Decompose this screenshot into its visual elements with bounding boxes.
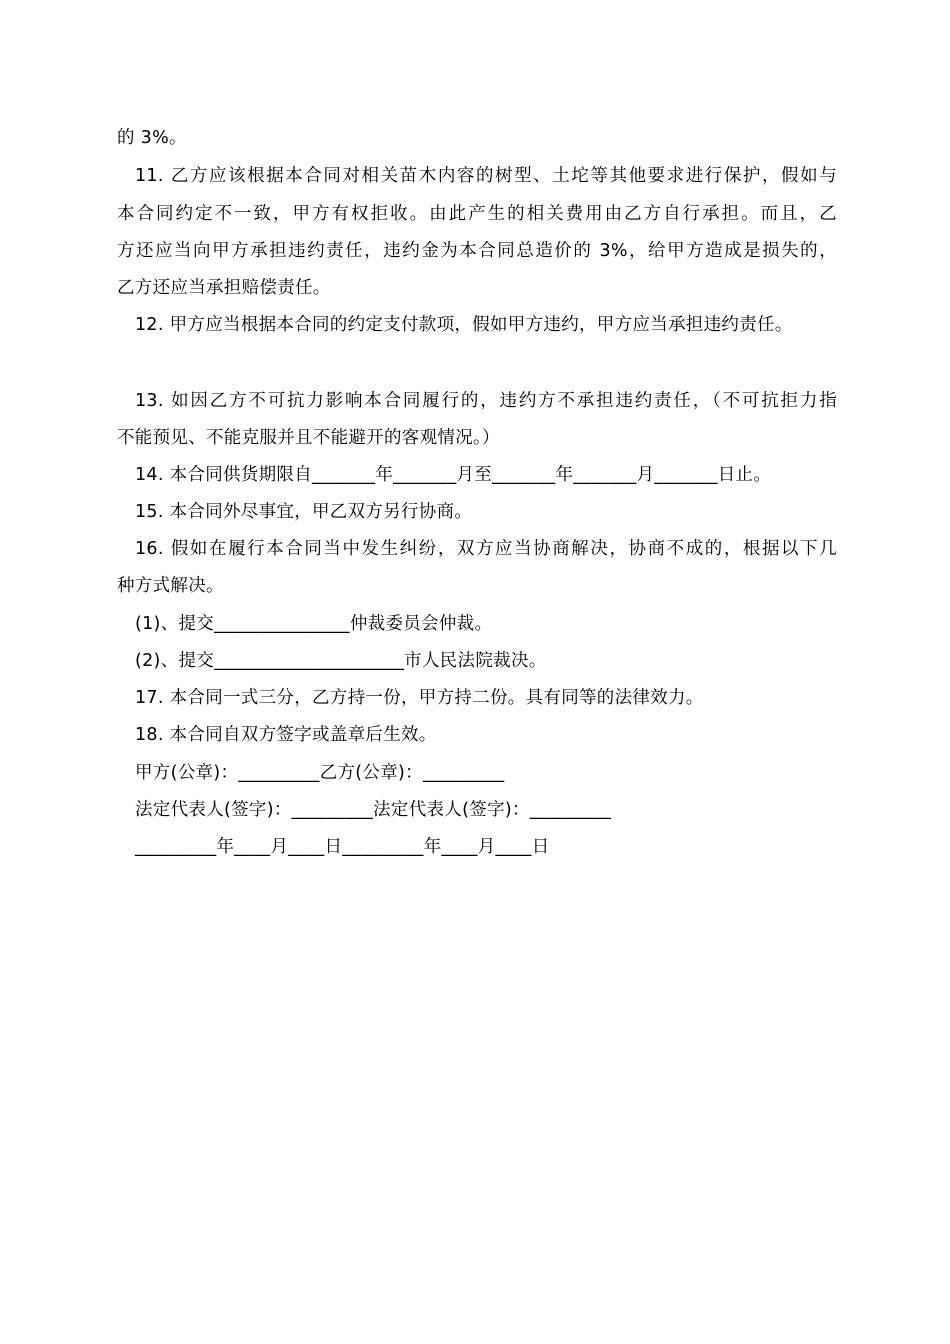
clause-16-line-1: 16. 假如在履行本合同当中发生纠纷，双方应当协商解决，协商不成的，根据以下几	[135, 539, 837, 559]
clause-16-option-2: (2)、提交_____________________市人民法院裁决。	[135, 651, 547, 671]
clause-11-line-1: 11. 乙方应该根据本合同对相关苗木内容的树型、土坨等其他要求进行保护，假如与	[135, 166, 837, 186]
signature-representative-line: 法定代表人(签字)：_________法定代表人(签字)：_________	[135, 800, 612, 820]
clause-11-line-3: 方还应当向甲方承担违约责任，违约金为本合同总造价的 3%，给甲方造成是损失的，	[117, 241, 837, 261]
clause-16-line-2: 种方式解决。	[117, 576, 224, 596]
text-line-continuation: 的 3%。	[117, 128, 187, 148]
clause-18: 18. 本合同自双方签字或盖章后生效。	[135, 725, 437, 745]
clause-13-line-2: 不能预见、不能克服并且不能避开的客观情况。）	[117, 428, 500, 448]
clause-15: 15. 本合同外尽事宜，甲乙双方另行协商。	[135, 502, 473, 522]
signature-date-line: _________年____月____日_________年____月____日	[135, 837, 550, 857]
clause-13-line-1: 13. 如因乙方不可抗力影响本合同履行的，违约方不承担违约责任，（不可抗拒力指	[135, 391, 837, 411]
clause-11-line-4: 乙方还应当承担赔偿责任。	[117, 278, 331, 298]
signature-seal-line: 甲方(公章)：_________乙方(公章)：_________	[135, 763, 505, 783]
clause-16-option-1: (1)、提交_______________仲裁委员会仲裁。	[135, 614, 493, 634]
clause-14: 14. 本合同供货期限自_______年_______月至_______年_______月_______日止。	[135, 465, 772, 485]
clause-17: 17. 本合同一式三分，乙方持一份，甲方持二份。具有同等的法律效力。	[135, 688, 704, 708]
clause-11-line-2: 本合同约定不一致，甲方有权拒收。由此产生的相关费用由乙方自行承担。而且，乙	[117, 204, 837, 224]
clause-12: 12. 甲方应当根据本合同的约定支付款项，假如甲方违约，甲方应当承担违约责任。	[135, 315, 793, 335]
